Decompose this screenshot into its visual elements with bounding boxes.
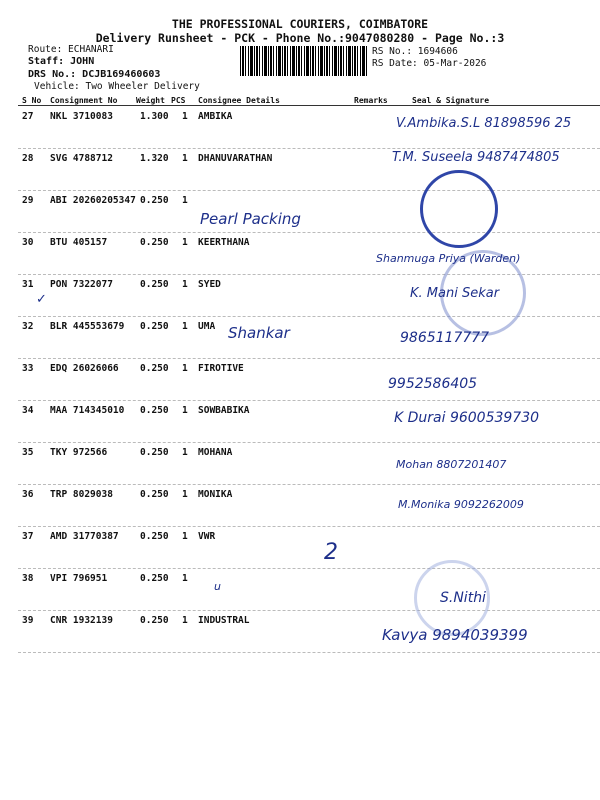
- consignee-name: AMBIKA: [198, 111, 233, 122]
- table-row: [18, 526, 600, 569]
- consignment-number: EDQ 26026066: [50, 363, 119, 374]
- consignment-number: BTU 405157: [50, 237, 108, 248]
- consignment-number: TRP 8029038: [50, 489, 113, 500]
- serial-number: 30: [22, 237, 34, 248]
- pieces-count: 1: [182, 405, 188, 416]
- vehicle-label: Vehicle: Two Wheeler Delivery: [34, 81, 200, 92]
- packing-stamp: [420, 170, 498, 248]
- consignment-number: TKY 972566: [50, 447, 108, 458]
- weight-value: 0.250: [140, 363, 169, 374]
- recipient-signature: Shanmuga Priya (Warden): [376, 252, 521, 265]
- consignee-name: MONIKA: [198, 489, 233, 500]
- weight-value: 0.250: [140, 279, 169, 290]
- consignee-name: SOWBABIKA: [198, 405, 250, 416]
- route-label: Route: ECHANARI: [28, 44, 114, 55]
- pieces-count: 1: [182, 363, 188, 374]
- serial-number: 34: [22, 405, 34, 416]
- barcode-image: [240, 46, 368, 76]
- weight-value: 0.250: [140, 489, 169, 500]
- consignment-number: CNR 1932139: [50, 615, 113, 626]
- pieces-count: 1: [182, 153, 188, 164]
- recipient-signature: Kavya 9894039399: [382, 626, 528, 644]
- recipient-signature: T.M. Suseela 9487474805: [392, 150, 560, 165]
- consignment-number: NKL 3710083: [50, 111, 113, 122]
- col-sno: S No: [22, 96, 42, 105]
- serial-number: 36: [22, 489, 34, 500]
- circled-mark: 2: [324, 540, 338, 565]
- consignee-name: KEERTHANA: [198, 237, 250, 248]
- serial-number: 35: [22, 447, 34, 458]
- weight-value: 0.250: [140, 447, 169, 458]
- tick-mark: u: [214, 580, 221, 593]
- recipient-signature: M.Monika 9092262009: [398, 498, 524, 511]
- weight-value: 0.250: [140, 615, 169, 626]
- serial-number: 38: [22, 573, 34, 584]
- serial-number: 32: [22, 321, 34, 332]
- weight-value: 0.250: [140, 237, 169, 248]
- drs-label: DRS No.: DCJB169460603: [28, 69, 161, 80]
- serial-number: 31: [22, 279, 34, 290]
- serial-number: 37: [22, 531, 34, 542]
- pieces-count: 1: [182, 111, 188, 122]
- consignment-number: ABI 20260205347: [50, 195, 136, 206]
- col-remarks: Remarks: [354, 96, 388, 105]
- table-row: [18, 358, 600, 401]
- weight-value: 0.250: [140, 195, 169, 206]
- col-consignee: Consignee Details: [198, 96, 280, 105]
- col-consignment: Consignment No: [50, 96, 118, 105]
- recipient-signature: K. Mani Sekar: [410, 286, 500, 301]
- check-mark: ✓: [36, 292, 47, 307]
- weight-value: 0.250: [140, 321, 169, 332]
- col-pcs: PCS: [171, 96, 186, 105]
- table-row: [18, 442, 600, 485]
- staff-label: Staff: JOHN: [28, 56, 95, 67]
- weight-value: 0.250: [140, 573, 169, 584]
- pieces-count: 1: [182, 531, 188, 542]
- recipient-signature: 9865117777: [400, 330, 490, 346]
- handwritten-note: Pearl Packing: [200, 210, 301, 228]
- consignee-name: DHANUVARATHAN: [198, 153, 273, 164]
- weight-value: 1.320: [140, 153, 169, 164]
- pieces-count: 1: [182, 489, 188, 500]
- weight-value: 1.300: [140, 111, 169, 122]
- serial-number: 39: [22, 615, 34, 626]
- consignee-name: VWR: [198, 531, 216, 542]
- consignee-name: SYED: [198, 279, 221, 290]
- serial-number: 27: [22, 111, 34, 122]
- initial-signature: S.Nithi: [440, 590, 486, 606]
- recipient-signature: V.Ambika.S.L 81898596 25: [396, 116, 572, 131]
- consignment-number: BLR 445553679: [50, 321, 125, 332]
- serial-number: 33: [22, 363, 34, 374]
- table-row: [18, 568, 600, 611]
- table-row: [18, 190, 600, 233]
- consignment-number: MAA 714345010: [50, 405, 125, 416]
- serial-number: 29: [22, 195, 34, 206]
- col-signature: Seal & Signature: [412, 96, 490, 105]
- pieces-count: 1: [182, 195, 188, 206]
- runsheet-subtitle: Delivery Runsheet - PCK - Phone No.:9047080280 - Page No.:3: [95, 31, 505, 45]
- pieces-count: 1: [182, 237, 188, 248]
- pieces-count: 1: [182, 321, 188, 332]
- company-title: THE PROFESSIONAL COURIERS, COIMBATORE: [171, 17, 429, 31]
- weight-value: 0.250: [140, 531, 169, 542]
- consignment-number: VPI 796951: [50, 573, 108, 584]
- pieces-count: 1: [182, 573, 188, 584]
- consignment-number: AMD 31770387: [50, 531, 119, 542]
- handwritten-note: Shankar: [228, 324, 290, 342]
- col-weight: Weight: [136, 96, 165, 105]
- consignment-number: SVG 4788712: [50, 153, 113, 164]
- rs-date: RS Date: 05-Mar-2026: [372, 58, 487, 69]
- pieces-count: 1: [182, 279, 188, 290]
- consignee-name: MOHANA: [198, 447, 233, 458]
- recipient-signature: K Durai 9600539730: [394, 410, 540, 426]
- weight-value: 0.250: [140, 405, 169, 416]
- consignee-name: UMA: [198, 321, 216, 332]
- recipient-signature: Mohan 8807201407: [396, 458, 507, 471]
- pieces-count: 1: [182, 615, 188, 626]
- recipient-signature: 9952586405: [388, 376, 478, 392]
- pieces-count: 1: [182, 447, 188, 458]
- consignee-name: FIROTIVE: [198, 363, 244, 374]
- rs-number: RS No.: 1694606: [372, 46, 458, 57]
- consignee-name: INDUSTRAL: [198, 615, 250, 626]
- consignment-number: PON 7322077: [50, 279, 113, 290]
- serial-number: 28: [22, 153, 34, 164]
